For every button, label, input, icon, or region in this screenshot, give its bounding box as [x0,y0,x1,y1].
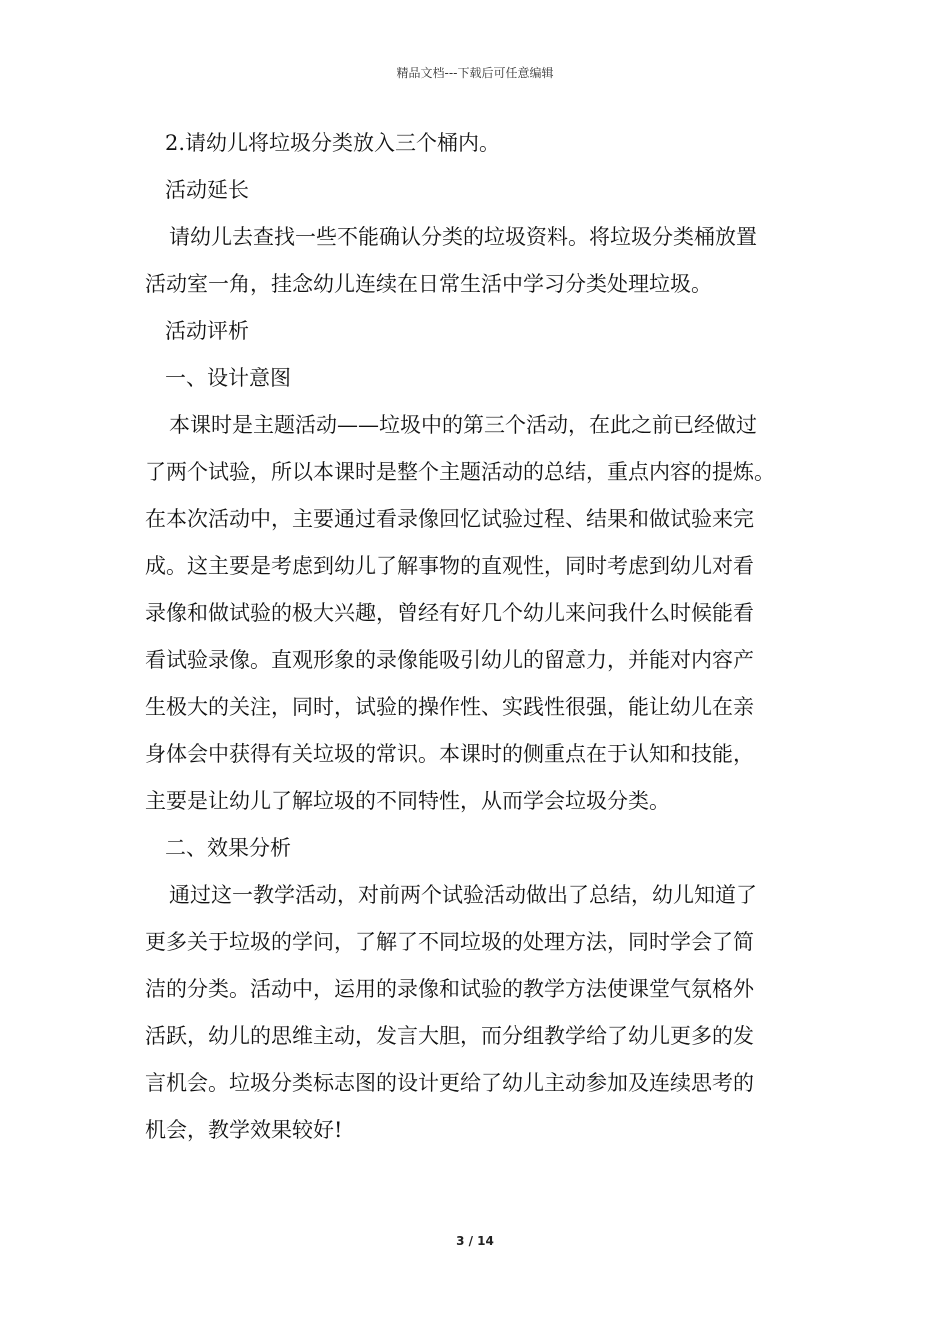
paragraph-line: 了两个试验，所以本课时是整个主题活动的总结，重点内容的提炼。 [145,460,775,484]
page-header: 精品文档---下载后可任意编辑 [396,66,554,80]
page-number: 3 / 14 [456,1234,494,1248]
paragraph-line: 主要是让幼儿了解垃圾的不同特性，从而学会垃圾分类。 [145,789,670,813]
paragraph-line: 录像和做试验的极大兴趣，曾经有好几个幼儿来问我什么时候能看 [145,601,754,625]
section-heading: 活动延长 [165,178,249,202]
paragraph-line: 言机会。垃圾分类标志图的设计更给了幼儿主动参加及连续思考的 [145,1071,754,1095]
paragraph-line: 洁的分类。活动中，运用的录像和试验的教学方法使课堂气氛格外 [145,977,754,1001]
paragraph-line: 生极大的关注，同时，试验的操作性、实践性很强，能让幼儿在亲 [145,695,754,719]
paragraph-line: 看试验录像。直观形象的录像能吸引幼儿的留意力，并能对内容产 [145,648,754,672]
document-body [145,128,825,1162]
paragraph-line: 本课时是主题活动——垃圾中的第三个活动，在此之前已经做过 [169,413,757,437]
paragraph-line: 成。这主要是考虑到幼儿了解事物的直观性，同时考虑到幼儿对看 [145,554,754,578]
paragraph-line: 在本次活动中，主要通过看录像回忆试验过程、结果和做试验来完 [145,507,754,531]
section-heading: 二、效果分析 [165,836,291,860]
text-line: 2.请幼儿将垃圾分类放入三个桶内。 [165,131,501,155]
section-heading: 活动评析 [165,319,249,343]
paragraph-line: 活跃，幼儿的思维主动，发言大胆，而分组教学给了幼儿更多的发 [145,1024,754,1048]
paragraph-line: 活动室一角，挂念幼儿连续在日常生活中学习分类处理垃圾。 [145,272,712,296]
paragraph-line: 更多关于垃圾的学问，了解了不同垃圾的处理方法，同时学会了简 [145,930,754,954]
paragraph-line: 机会，教学效果较好! [145,1118,343,1142]
paragraph-line: 身体会中获得有关垃圾的常识。本课时的侧重点在于认知和技能， [145,742,754,766]
paragraph-line: 通过这一教学活动，对前两个试验活动做出了总结，幼儿知道了 [169,883,757,907]
section-heading: 一、设计意图 [165,366,291,390]
paragraph-line: 请幼儿去查找一些不能确认分类的垃圾资料。将垃圾分类桶放置 [169,225,757,249]
